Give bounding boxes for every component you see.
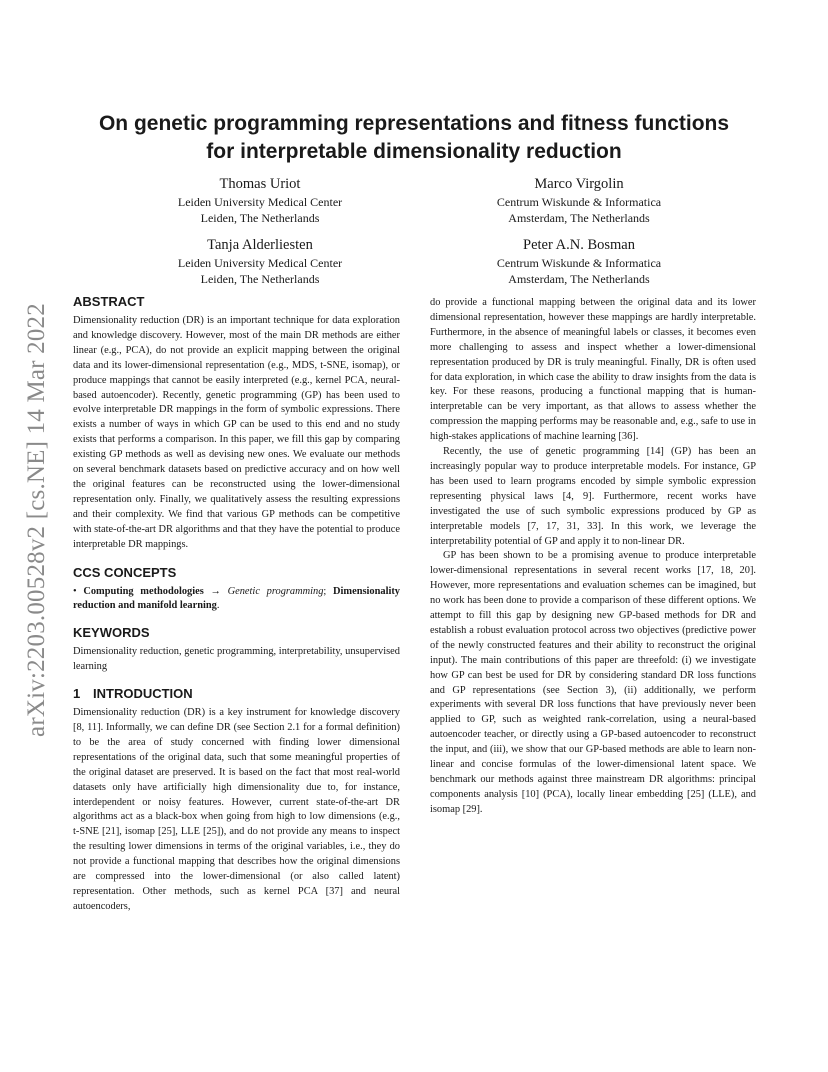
- author-location: Amsterdam, The Netherlands: [508, 211, 650, 225]
- intro-paragraph-3: GP has been shown to be a promising avenue to produce interpretable lower-dimensional representations in several recent works [17, 18, 20]. However, more representations and evaluation schemes can be imagined, but no work has been done to provide a comparison of these different options. We attempt to fill this gap by designing new GP-based methods for DR and establish a robust evaluation protocol across two objectives (predictive power of the newly constructed features and their ability to reconstruct the original input). The main contributions of this paper are threefold: (i) we investigate how GP can best be used for DR by considering standard DR loss functions and GP representations (see Section 3), (ii) additionally, we perform experiments with several DR loss functions that have previously never been applied to GP, such as weighted rank-correlation, using a neural-based autoencoder teacher, or directly using a GP-based autoencoder to reconstruct the input, and (iii), we show that our GP-based methods are able to learn non-linear and concise formulas of the lower-dimensional latent space. We benchmark our methods against three mainstream DR algorithms: principal components analysis [10] (PCA), locally linear embedding [25] (LLE), and isomap [29].: [430, 550, 756, 815]
- author-block: [110, 236, 410, 287]
- author-block: [110, 175, 410, 226]
- ccs-arrow: →: [203, 585, 228, 597]
- author-block: [429, 175, 729, 226]
- paper-title: [60, 110, 768, 166]
- author-affiliation: Leiden University Medical Center: [177, 195, 343, 209]
- author-affiliation: Centrum Wiskunde & Informatica: [496, 195, 662, 209]
- abstract-text: Dimensionality reduction (DR) is an important technique for data exploration and knowledge discovery. However, most of the main DR methods are either linear (e.g., PCA), do not provide an explicit mapping between the original data and its lower-dimensional representation (e.g., MDS, t-SNE, isomap), or produce mappings that cannot be easily interpreted (e.g., kernel PCA, neural-based autoencoder). Recently, genetic programming (GP) has been used to evolve interpretable DR mappings in the form of symbolic expressions. There exists a number of ways in which GP can be used to this end and no study exists that performs a comparison. In this paper, we fill this gap by comparing existing GP methods as well as devising new ones. We evaluate our methods on several benchmark datasets based on predictive accuracy and on how well the original features can be reconstructed using the lower-dimensional representation only. Finally, we qualitatively assess the resulting expressions and their complexity. We find that various GP methods can be competitive with state-of-the-art DR algorithms and that they have the potential to produce interpretable DR mappings.: [73, 315, 400, 550]
- author-affiliation: Leiden University Medical Center: [177, 256, 343, 270]
- author-name: Peter A.N. Bosman: [523, 237, 635, 253]
- section-title: INTRODUCTION: [93, 686, 193, 702]
- author-name: Marco Virgolin: [534, 176, 624, 192]
- ccs-heading: CCS CONCEPTS: [73, 564, 177, 580]
- author-name: Thomas Uriot: [219, 176, 301, 192]
- author-location: Leiden, The Netherlands: [200, 211, 320, 225]
- ccs-concepts-text: [73, 585, 400, 615]
- author-block: [429, 236, 729, 287]
- author-affiliation: Centrum Wiskunde & Informatica: [496, 256, 662, 270]
- title-line-2: for interpretable dimensionality reduction: [206, 140, 622, 163]
- title-line-1: On genetic programming representations and fitness functions: [98, 112, 730, 135]
- right-column: [430, 296, 756, 818]
- abstract-heading: ABSTRACT: [73, 294, 145, 309]
- arxiv-stamp: arXiv:2203.00528v2 [cs.NE] 14 Mar 2022: [23, 303, 50, 737]
- author-location: Leiden, The Netherlands: [200, 272, 320, 286]
- ccs-bullet: •: [73, 585, 77, 597]
- introduction-heading: [73, 686, 400, 702]
- ccs-end: .: [216, 600, 220, 612]
- ccs-concept-2: Dimensionality reduction and manifold learning: [73, 585, 400, 612]
- intro-paragraph-2: Recently, the use of genetic programming [14] (GP) has been an increasingly popular way to produce interpretable models. For instance, GP has been used to learn programs encoded by simple symbolic expression representing physical laws [4, 9]. Furthermore, recent works have investigated the use of such symbolic expressions produced by GP as interpretable models [7, 17, 31, 33]. In this work, we leverage the interpretability potential of GP and apply it to non-linear DR.: [430, 446, 756, 547]
- keywords-text: Dimensionality reduction, genetic programming, interpretability, unsupervised learning: [73, 646, 400, 673]
- left-column: [73, 294, 400, 915]
- author-name: Tanja Alderliesten: [207, 237, 313, 253]
- ccs-category: Computing methodologies: [83, 585, 204, 597]
- intro-paragraph-1-start: Dimensionality reduction (DR) is a key instrument for knowledge discovery [8, 11]. Informally, we can define DR (see Section 2.1 for a formal definition) to be the area of study concerned with finding lower dimensional representations of the original data, such that some meaningful properties of the original dataset are preserved. It is based on the fact that most real-world datasets only have artificially high dimensionality due to, for instance, interdependent or noisy features. However, current state-of-the-art DR algorithms act as a black-box when going from high to low dimensions (e.g., t-SNE [21], isomap [25], LLE [25]), and do not provide any means to inspect the resulting lower dimensions in terms of the original variables, i.e., they do not provide a functional mapping that describes how the original dimensions are compressed into the lower-dimensional (or also called latent) representation. Other methods, such as kernel PCA [37] and neural autoencoders,: [73, 707, 400, 912]
- section-number: 1: [73, 686, 81, 702]
- author-location: Amsterdam, The Netherlands: [508, 272, 650, 286]
- ccs-separator: ;: [323, 585, 334, 597]
- intro-paragraph-1-continued: do provide a functional mapping between the original data and its lower dimensional representation, however these mappings are hardly interpretable. Furthermore, in the absence of meaningful labels or classes, it becomes even more challenging to assess and inspect whether a lower-dimensional representation produced by DR is truly meaningful. Finally, DR is often used for data exploration, in which case the ability to draw insights from the data is key. For these reasons, producing a functional mapping that is human-interpretable can be very important, as that allows to assess whether the compression the mapping performs may be reasonable and, e.g., safe to use in high-stakes applications of machine learning [36].: [430, 297, 756, 443]
- keywords-heading: KEYWORDS: [73, 625, 150, 641]
- ccs-concept-1: Genetic programming: [227, 585, 324, 597]
